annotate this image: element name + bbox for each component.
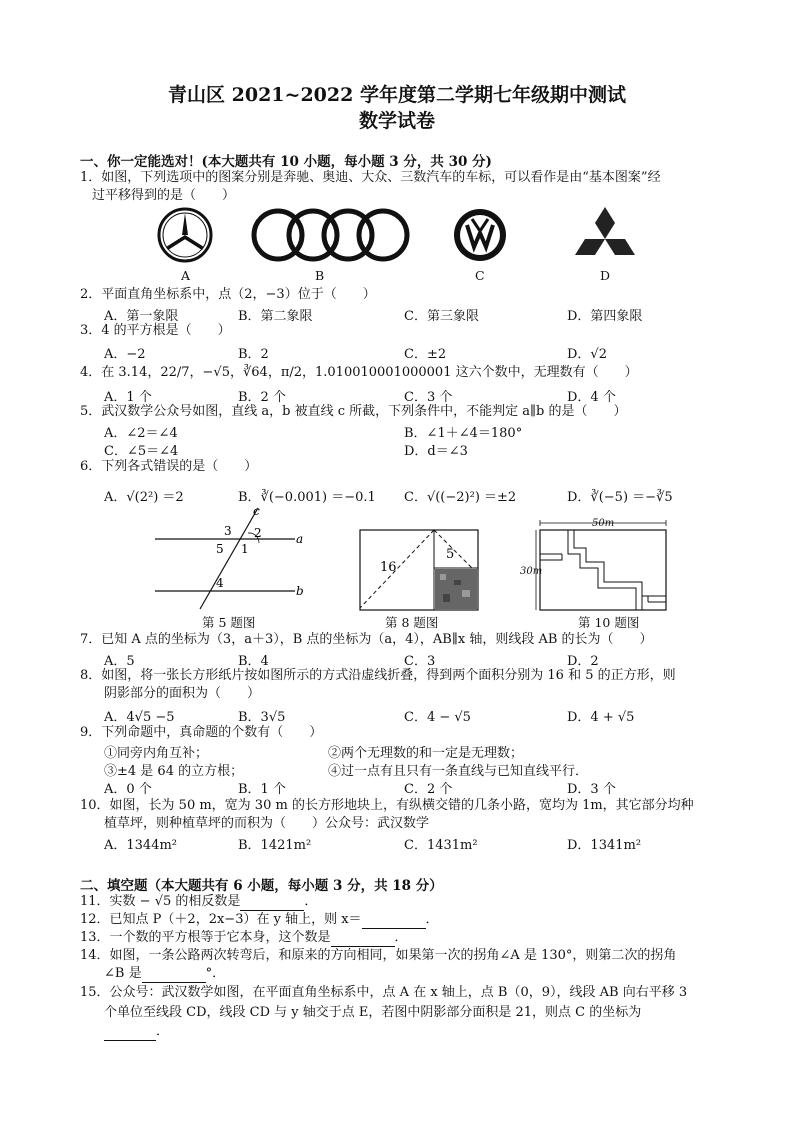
- q3-option-d[interactable]: D．√2: [567, 347, 607, 362]
- q14-answer-blank[interactable]: [142, 969, 206, 983]
- q2-option-b[interactable]: B．第二象限: [238, 309, 313, 324]
- q9-text: 9．下列命题中，真命题的个数有（ ）: [80, 725, 323, 740]
- q3-text: 3．4 的平方根是（ ）: [80, 323, 231, 338]
- q15-line3: [104, 1023, 169, 1041]
- q2-option-c[interactable]: C．第三象限: [404, 309, 479, 324]
- q1-label-a: A: [181, 268, 191, 283]
- q2-option-d[interactable]: D．第四象限: [567, 309, 643, 324]
- q1-text-line1: 1．如图，下列选项中的图案分别是奔驰、奥迪、大众、三数汽车的车标，可以看作是由“基本图案”经: [80, 170, 661, 185]
- q1-label-c: C: [475, 268, 485, 283]
- q13-text: 13．一个数的平方根等于它本身，这个数是: [80, 930, 331, 945]
- figure-10-caption: 第 10 题图: [578, 615, 640, 630]
- q8-option-c[interactable]: C．4 − √5: [404, 710, 471, 725]
- q13-end: ．: [394, 930, 408, 945]
- q9-statement-2: ②两个无理数的和一定是无理数；: [328, 746, 524, 761]
- fig10-label-width: 50m: [592, 518, 615, 529]
- section-1-heading: 一、你一定能选对！(本大题共有 10 小题，每小题 3 分，共 30 分): [80, 154, 492, 170]
- fig8-label-16: 16: [380, 560, 397, 575]
- q15-answer-blank[interactable]: [104, 1027, 156, 1041]
- q5-option-a[interactable]: A．∠2＝∠4: [104, 426, 178, 441]
- q5-option-d[interactable]: D．d＝∠3: [404, 444, 468, 459]
- q1-label-d: D: [600, 268, 611, 283]
- figure-5-diagram: [150, 503, 320, 613]
- q11: [80, 893, 317, 911]
- q1-label-b: B: [315, 268, 325, 283]
- q14-end: °．: [205, 966, 226, 981]
- q8-option-b[interactable]: B．3√5: [238, 710, 286, 725]
- exam-title: 青山区 2021~2022 学年度第二学期七年级期中测试: [168, 84, 626, 106]
- q3-option-a[interactable]: A．−2: [104, 347, 146, 362]
- q14-text: ∠B 是: [104, 966, 142, 981]
- q8-text-line2: 阴影部分的面积为（ ）: [104, 686, 261, 701]
- q4-option-d[interactable]: D．4 个: [567, 390, 616, 405]
- q10-text-line1: 10．如图，长为 50 m，宽为 30 m 的长方形地块上，有纵横交错的几条小路，宽均为 1m，其它部分均种: [80, 798, 694, 813]
- q6-option-a[interactable]: A．√(2²) ＝2: [104, 490, 184, 505]
- q7-text: 7．已知 A 点的坐标为（3，a＋3），B 点的坐标为（a，4），AB∥x 轴，则线段 AB 的长为（ ）: [80, 632, 653, 647]
- q9-statement-3: ③±4 是 64 的立方根；: [104, 764, 244, 779]
- q6-option-d[interactable]: D．∛(−5) ＝−∛5: [567, 490, 673, 505]
- q10-option-b[interactable]: B．1421m²: [238, 838, 312, 853]
- q4-option-b[interactable]: B．2 个: [238, 390, 286, 405]
- q9-option-b[interactable]: B．1 个: [238, 782, 286, 797]
- q15-end: ．: [156, 1024, 170, 1039]
- fig5-label-b: b: [296, 584, 304, 598]
- fig5-label-4: 4: [216, 576, 224, 590]
- fig10-label-height: 30m: [520, 566, 543, 577]
- q5-option-c[interactable]: C．∠5＝∠4: [104, 444, 179, 459]
- exam-subtitle: 数学试卷: [358, 110, 435, 132]
- q13: [80, 929, 408, 947]
- q4-option-a[interactable]: A．1 个: [104, 390, 152, 405]
- q4-option-c[interactable]: C．3 个: [404, 390, 453, 405]
- fig8-label-5: 5: [446, 547, 455, 562]
- q8-option-d[interactable]: D．4 + √5: [567, 710, 635, 725]
- fig5-label-c: c: [253, 504, 260, 518]
- q6-option-b[interactable]: B．∛(−0.001) ＝−0.1: [238, 490, 376, 505]
- mercedes-logo-icon: [159, 209, 211, 261]
- q10-option-d[interactable]: D．1341m²: [567, 838, 642, 853]
- q8-text-line1: 8．如图，将一张长方形纸片按如图所示的方式沿虚线折叠，得到两个面积分别为 16 和 5 的正方形，则: [80, 668, 676, 683]
- figure-8-caption: 第 8 题图: [385, 615, 439, 630]
- q15-text-line2: 个单位至线段 CD，线段 CD 与 y 轴交于点 E，若图中阴影部分面积是 21，则点 C 的坐标为: [104, 1005, 642, 1020]
- fig5-label-a: a: [296, 532, 304, 546]
- q15-text-line1: 15．公众号：武汉数学如图，在平面直角坐标系中，点 A 在 x 轴上，点 B（0，9），线段 AB 向右平移 3: [80, 985, 688, 1000]
- q12-text: 12．已知点 P（＋2，2x−3）在 y 轴上，则 x＝: [80, 912, 362, 927]
- q5-option-b[interactable]: B．∠1＋∠4＝180°: [404, 426, 523, 441]
- q9-option-d[interactable]: D．3 个: [567, 782, 616, 797]
- q1-text-line2: 过平移得到的是（ ）: [92, 188, 236, 203]
- fig5-label-5: 5: [216, 542, 224, 556]
- q7-option-a[interactable]: A．5: [104, 654, 135, 669]
- q14-line2: [104, 965, 225, 983]
- q6-text: 6．下列各式错误的是（ ）: [80, 459, 258, 474]
- q13-answer-blank[interactable]: [331, 933, 395, 947]
- q12-answer-blank[interactable]: [362, 915, 426, 929]
- q10-option-c[interactable]: C．1431m²: [404, 838, 478, 853]
- figure-10-diagram: [518, 516, 678, 613]
- q3-option-b[interactable]: B．2: [238, 347, 269, 362]
- q11-text: 11．实数 − √5 的相反数是: [80, 894, 241, 909]
- q12-end: ．: [425, 912, 439, 927]
- q11-answer-blank[interactable]: [240, 897, 304, 911]
- q3-option-c[interactable]: C．±2: [404, 347, 447, 362]
- q4-text: 4．在 3.14，22/7，−√5，∛64，π/2，1.010010001000001 这六个数中，无理数有（ ）: [80, 365, 638, 380]
- q9-statement-1: ①同旁内角互补；: [104, 746, 209, 761]
- mitsubishi-logo-icon: [575, 207, 635, 255]
- audi-logo-icon: [254, 211, 407, 259]
- q2-option-a[interactable]: A．第一象限: [104, 309, 179, 324]
- q10-text-line2: 植草坪，则种植草坪的而积为（ ）公众号：武汉数学: [104, 816, 430, 831]
- q14-text-line1: 14．如图，一条公路两次转弯后，和原来的方向相同，如果第一次的拐角∠A 是 130°，则第二次的拐角: [80, 948, 677, 963]
- q6-option-c[interactable]: C．√((−2)²) ＝±2: [404, 490, 517, 505]
- q8-option-a[interactable]: A．4√5 −5: [104, 710, 175, 725]
- figure-8-diagram: [358, 528, 488, 613]
- q9-option-a[interactable]: A．0 个: [104, 782, 152, 797]
- section-2-heading: 二、填空题（本大题共有 6 小题，每小题 3 分，共 18 分）: [80, 878, 443, 894]
- q9-option-c[interactable]: C．2 个: [404, 782, 453, 797]
- fig5-label-2: 2: [254, 526, 262, 540]
- fig5-label-1: 1: [241, 542, 249, 556]
- figure-5-caption: 第 5 题图: [202, 615, 256, 630]
- q7-option-c[interactable]: C．3: [404, 654, 436, 669]
- volkswagen-logo-icon: [454, 209, 506, 261]
- q12: [80, 911, 439, 929]
- q2-text: 2．平面直角坐标系中，点（2，−3）位于（ ）: [80, 287, 376, 302]
- q5-text: 5．武汉数学公众号如图，直线 a，b 被直线 c 所截，下列条件中，不能判定 a∥b 的是（ ）: [80, 404, 627, 419]
- q9-statement-4: ④过一点有且只有一条直线与已知直线平行．: [328, 764, 589, 779]
- q7-option-b[interactable]: B．4: [238, 654, 269, 669]
- fig5-label-3: 3: [224, 524, 232, 538]
- q7-option-d[interactable]: D．2: [567, 654, 599, 669]
- q11-end: ．: [304, 894, 318, 909]
- q10-option-a[interactable]: A．1344m²: [104, 838, 178, 853]
